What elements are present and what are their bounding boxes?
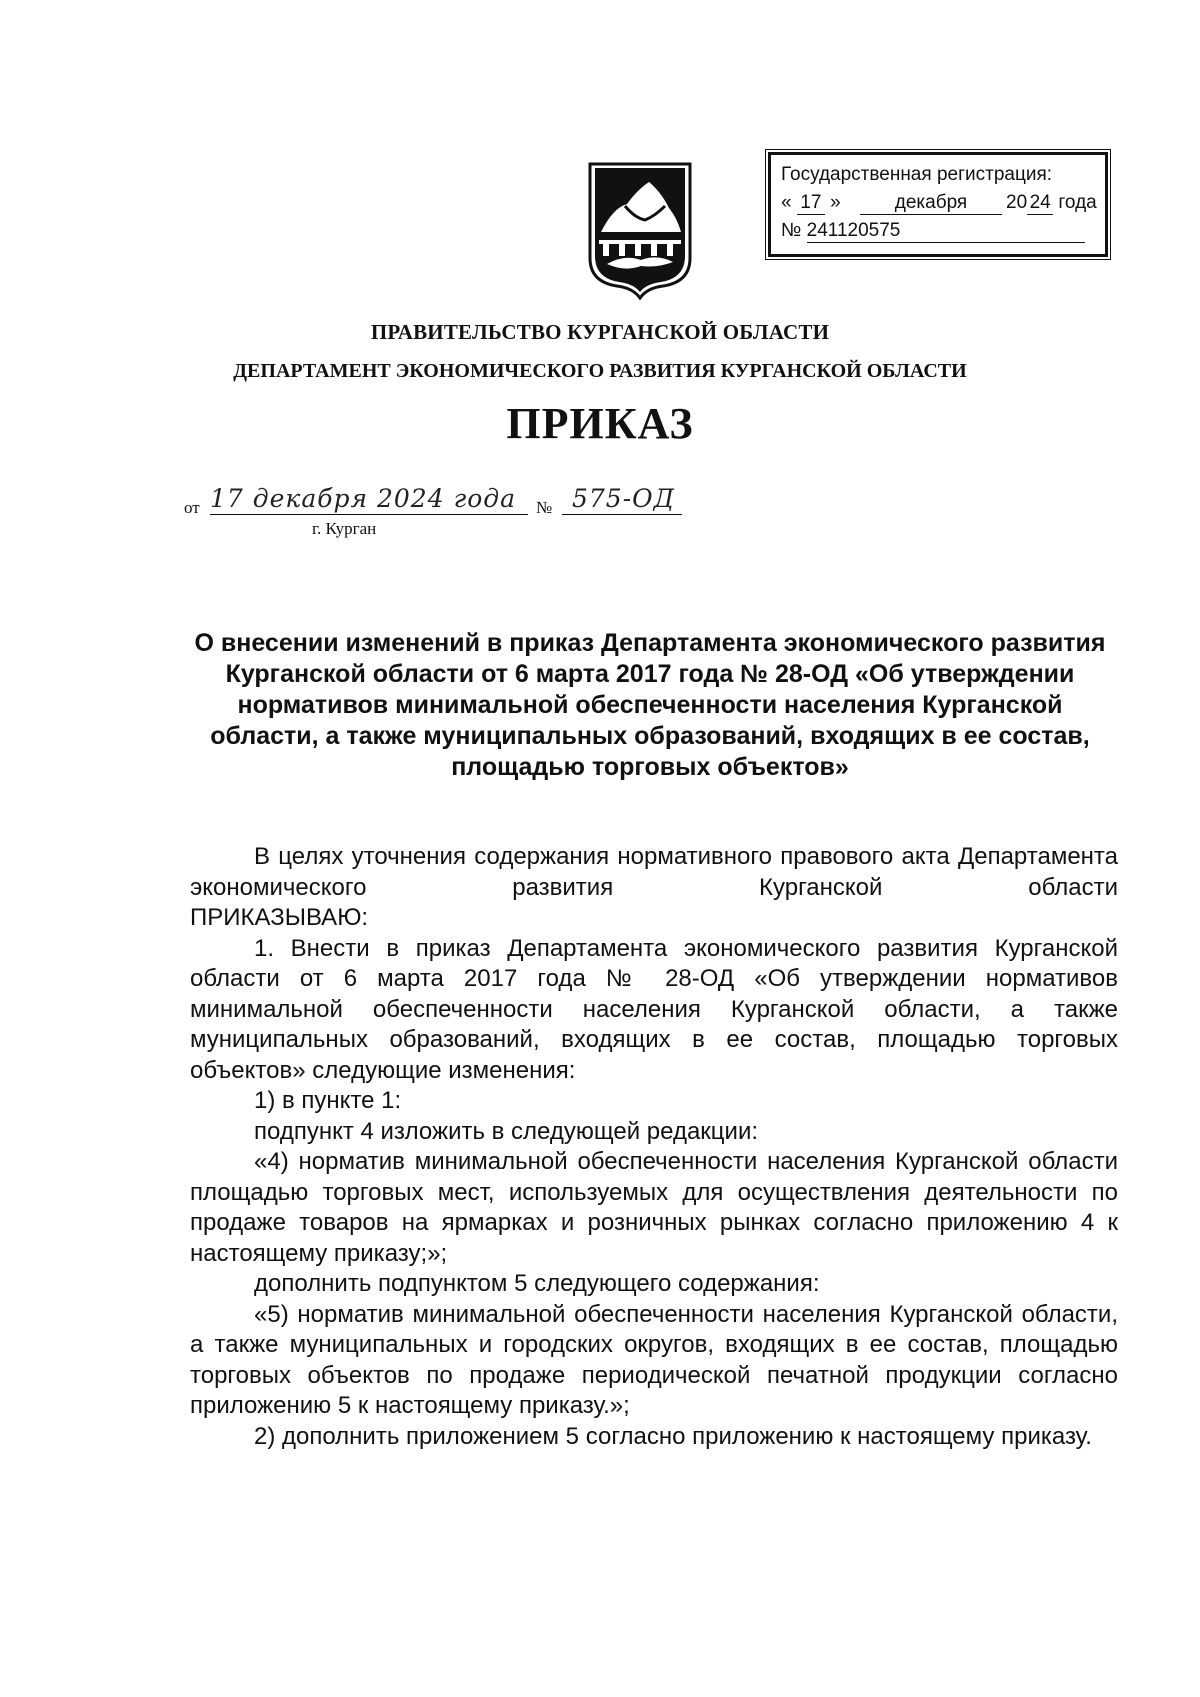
number-field <box>562 484 682 515</box>
stamp-year-prefix: 20 <box>1006 192 1028 213</box>
order-date-line <box>184 484 684 534</box>
paragraph-item-1: 1. Внести в приказ Департамента экономического развития Курганской области от 6 марта 2017 года № 28-ОД «Об утверждении нормативов минимальной обеспеченности населения Курганской области, а также муниципальных образований, входящих в ее состав, площадью торговых объектов» следующие изменения: <box>190 934 1118 1084</box>
order-body <box>190 842 1118 1452</box>
stamp-month: декабря <box>860 192 1002 215</box>
stamp-year-word: года <box>1058 192 1097 213</box>
date-label: от <box>184 498 200 517</box>
paragraph-subpoint-5-intro: дополнить подпунктом 5 следующего содержания: <box>254 1270 820 1297</box>
coat-of-arms-icon <box>585 160 695 300</box>
paragraph-order-word: ПРИКАЗЫВАЮ: <box>190 904 369 931</box>
paragraph-preamble: В целях уточнения содержания нормативного правового акта Департамента экономического развития Курганской области <box>190 843 1118 901</box>
stamp-number: 241120575 <box>807 220 1085 243</box>
registration-stamp <box>768 152 1108 257</box>
stamp-title: Государственная регистрация: <box>781 164 1053 185</box>
paragraph-subitem-2: 2) дополнить приложением 5 согласно приложению к настоящему приказу. <box>254 1422 1092 1450</box>
handwritten-date: 17 декабря 2024 года <box>210 484 516 513</box>
stamp-number-label: № <box>781 220 802 241</box>
stamp-day: 17 <box>797 192 825 215</box>
date-field <box>210 484 528 515</box>
number-label: № <box>536 498 553 517</box>
stamp-year-suffix: 24 <box>1027 192 1053 215</box>
stamp-number-row <box>781 217 1105 245</box>
paragraph-subpoint-5: «5) норматив минимальной обеспеченности населения Курганской области, а также муниципальных и городских округов, входящих в ее состав, площадью торговых объектов по продаже периодической печатной продукции согласно приложению 5 к настоящему приказу.»; <box>190 1300 1118 1419</box>
stamp-date-close: » <box>830 192 841 213</box>
stamp-date-open: « <box>781 192 792 213</box>
department-name: ДЕПАРТАМЕНТ ЭКОНОМИЧЕСКОГО РАЗВИТИЯ КУРГАНСКОЙ ОБЛАСТИ <box>233 360 967 382</box>
stamp-date <box>781 189 1105 217</box>
order-subject: О внесении изменений в приказ Департамента экономического развития Курганской области от 6 марта 2017 года № 28-ОД «Об утверждении нормативов минимальной обеспеченности населения Курганской области, а также муниципальных образований, входящих в ее состав, площадью торговых объектов» <box>194 629 1106 781</box>
paragraph-subitem-1: 1) в пункте 1: <box>254 1087 402 1114</box>
paragraph-subpoint-4: «4) норматив минимальной обеспеченности населения Курганской области площадью торговых мест, используемых для осуществления деятельности по продаже товаров на ярмарках и розничных рынках согласно приложению 4 к настоящему приказу;»; <box>190 1148 1118 1267</box>
government-name: ПРАВИТЕЛЬСТВО КУРГАНСКОЙ ОБЛАСТИ <box>370 320 830 344</box>
handwritten-number: 575-ОД <box>572 484 675 513</box>
paragraph-subpoint-4-intro: подпункт 4 изложить в следующей редакции: <box>254 1117 759 1145</box>
city-name: г. Курган <box>312 519 377 538</box>
document-type: ПРИКАЗ <box>506 399 694 448</box>
